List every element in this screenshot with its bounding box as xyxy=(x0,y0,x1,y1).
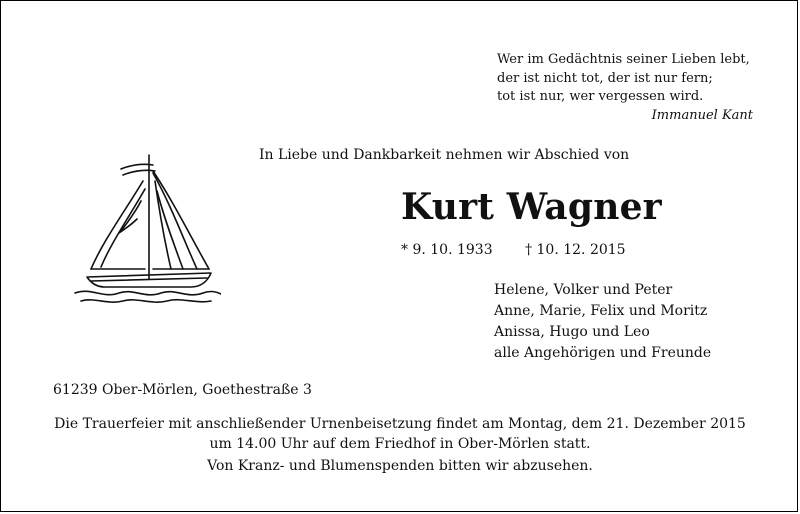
quote-line-3: tot ist nur, wer vergessen wird. xyxy=(497,89,704,104)
address: 61239 Ober-Mörlen, Goethestraße 3 xyxy=(53,382,312,398)
life-dates xyxy=(401,242,626,258)
sailboat-icon xyxy=(61,151,221,311)
birth-date: * 9. 10. 1933 xyxy=(401,242,493,258)
flowers-note: Von Kranz- und Blumenspenden bitten wir abzusehen. xyxy=(207,458,593,474)
farewell-intro: In Liebe und Dankbarkeit nehmen wir Abschied von xyxy=(259,147,630,163)
mourner-line: Helene, Volker und Peter xyxy=(494,282,673,298)
deceased-name: Kurt Wagner xyxy=(401,186,662,228)
mourner-line: Anissa, Hugo und Leo xyxy=(494,324,650,340)
death-date: † 10. 12. 2015 xyxy=(525,242,626,258)
mourners-list xyxy=(494,280,711,364)
service-line-1: Die Trauerfeier mit anschließender Urnenbeisetzung findet am Montag, dem 21. Dezember 2015 xyxy=(54,416,746,432)
service-details xyxy=(1,414,799,454)
mourner-line: Anne, Marie, Felix und Moritz xyxy=(494,303,708,319)
service-line-2: um 14.00 Uhr auf dem Friedhof in Ober-Mörlen statt. xyxy=(209,436,591,452)
quote-line-2: der ist nicht tot, der ist nur fern; xyxy=(497,70,713,86)
quote-line-1: Wer im Gedächtnis seiner Lieben lebt, xyxy=(497,52,750,67)
mourner-line: alle Angehörigen und Freunde xyxy=(494,345,712,361)
quote-author: Immanuel Kant xyxy=(651,107,753,123)
quote-block xyxy=(497,51,757,125)
